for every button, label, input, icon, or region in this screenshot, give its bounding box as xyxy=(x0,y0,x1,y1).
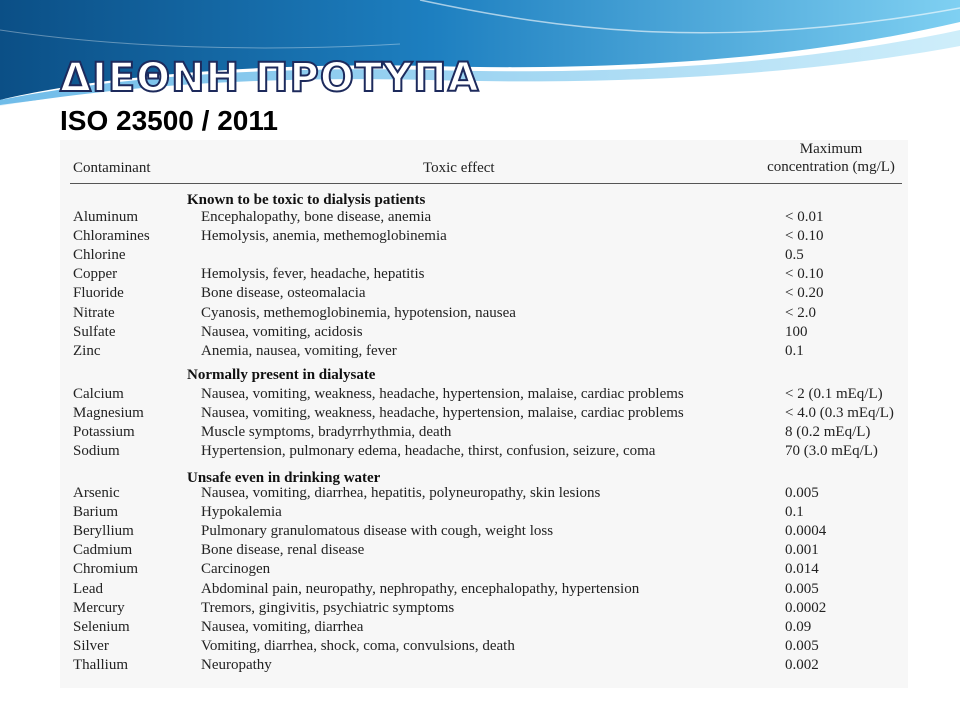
max-concentration: 0.005 xyxy=(785,581,819,597)
table-row xyxy=(60,580,908,599)
table-row xyxy=(60,385,908,404)
max-concentration: 0.002 xyxy=(785,657,819,673)
toxic-effect: Vomiting, diarrhea, shock, coma, convulsions, death xyxy=(201,638,515,654)
table-row xyxy=(60,323,908,342)
max-concentration: < 4.0 (0.3 mEq/L) xyxy=(785,405,894,421)
max-concentration: 0.0004 xyxy=(785,523,827,539)
max-concentration: 0.1 xyxy=(785,504,804,520)
max-concentration: 0.5 xyxy=(785,247,804,263)
contaminant-name: Aluminum xyxy=(73,209,139,225)
contaminant-name: Cadmium xyxy=(73,542,133,558)
max-concentration: 0.005 xyxy=(785,638,819,654)
toxic-effect: Bone disease, renal disease xyxy=(201,542,365,558)
max-concentration: 0.1 xyxy=(785,343,804,359)
table-row xyxy=(60,246,908,265)
toxic-effect: Nausea, vomiting, acidosis xyxy=(201,324,363,340)
header-max-line2: concentration (mg/L) xyxy=(767,159,895,175)
toxic-effect: Bone disease, osteomalacia xyxy=(201,285,366,301)
contaminant-name: Selenium xyxy=(73,619,130,635)
contaminant-name: Sulfate xyxy=(73,324,116,340)
contaminant-table xyxy=(60,140,908,688)
table-row xyxy=(60,442,908,461)
section-title: Normally present in dialysate xyxy=(187,367,376,383)
contaminant-name: Silver xyxy=(73,638,109,654)
max-concentration: 8 (0.2 mEq/L) xyxy=(785,424,871,440)
table-row xyxy=(60,503,908,522)
table-row xyxy=(60,618,908,637)
toxic-effect: Hemolysis, fever, headache, hepatitis xyxy=(201,266,425,282)
toxic-effect: Hypertension, pulmonary edema, headache, thirst, confusion, seizure, coma xyxy=(201,443,656,459)
max-concentration: 0.005 xyxy=(785,485,819,501)
max-concentration: 70 (3.0 mEq/L) xyxy=(785,443,878,459)
max-concentration: 0.014 xyxy=(785,561,819,577)
toxic-effect: Carcinogen xyxy=(201,561,271,577)
max-concentration: 100 xyxy=(785,324,808,340)
table-row xyxy=(60,656,908,675)
table-row xyxy=(60,404,908,423)
toxic-effect: Muscle symptoms, bradyrrhythmia, death xyxy=(201,424,452,440)
header-toxic-effect: Toxic effect xyxy=(423,160,495,176)
table-row xyxy=(60,637,908,656)
contaminant-name: Potassium xyxy=(73,424,135,440)
table-row xyxy=(60,484,908,503)
contaminant-name: Calcium xyxy=(73,386,124,402)
table-row xyxy=(60,423,908,442)
table-row xyxy=(60,284,908,303)
header-contaminant: Contaminant xyxy=(73,160,151,176)
toxic-effect: Hypokalemia xyxy=(201,504,282,520)
contaminant-name: Chromium xyxy=(73,561,139,577)
max-concentration: 0.001 xyxy=(785,542,819,558)
max-concentration: < 0.10 xyxy=(785,266,824,282)
section-title: Unsafe even in drinking water xyxy=(187,470,381,486)
contaminant-name: Chlorine xyxy=(73,247,126,263)
contaminant-name: Lead xyxy=(73,581,103,597)
toxic-effect: Tremors, gingivitis, psychiatric symptoms xyxy=(201,600,455,616)
toxic-effect: Anemia, nausea, vomiting, fever xyxy=(201,343,397,359)
toxic-effect: Nausea, vomiting, weakness, headache, hypertension, malaise, cardiac problems xyxy=(201,386,684,402)
table-row xyxy=(60,208,908,227)
toxic-effect: Pulmonary granulomatous disease with cough, weight loss xyxy=(201,523,554,539)
contaminant-name: Barium xyxy=(73,504,118,520)
max-concentration: < 0.10 xyxy=(785,228,824,244)
table-row xyxy=(60,541,908,560)
table-row xyxy=(60,227,908,246)
toxic-effect: Nausea, vomiting, diarrhea xyxy=(201,619,364,635)
contaminant-name: Fluoride xyxy=(73,285,124,301)
max-concentration: 0.0002 xyxy=(785,600,827,616)
section-title: Known to be toxic to dialysis patients xyxy=(187,192,426,208)
toxic-effect: Hemolysis, anemia, methemoglobinemia xyxy=(201,228,447,244)
slide-subtitle: ISO 23500 / 2011 xyxy=(60,105,278,136)
contaminant-name: Mercury xyxy=(73,600,125,616)
toxic-effect: Encephalopathy, bone disease, anemia xyxy=(201,209,432,225)
contaminant-name: Copper xyxy=(73,266,118,282)
toxic-effect: Cyanosis, methemoglobinemia, hypotension, nausea xyxy=(201,305,516,321)
toxic-effect: Neuropathy xyxy=(201,657,272,673)
contaminant-name: Thallium xyxy=(73,657,128,673)
header-max-line1: Maximum xyxy=(799,141,863,157)
contaminant-name: Beryllium xyxy=(73,523,134,539)
max-concentration: < 0.01 xyxy=(785,209,824,225)
max-concentration: < 0.20 xyxy=(785,285,824,301)
table-row xyxy=(60,522,908,541)
contaminant-name: Zinc xyxy=(73,343,101,359)
toxic-effect: Abdominal pain, neuropathy, nephropathy, encephalopathy, hypertension xyxy=(201,581,640,597)
contaminant-name: Chloramines xyxy=(73,228,150,244)
contaminant-name: Sodium xyxy=(73,443,120,459)
slide-title: ΔΙΕΘΝΗ ΠΡΟΤΥΠΑ xyxy=(60,55,480,101)
contaminant-name: Nitrate xyxy=(73,305,115,321)
table-row xyxy=(60,560,908,579)
contaminant-name: Magnesium xyxy=(73,405,144,421)
max-concentration: < 2.0 xyxy=(785,305,816,321)
table-row xyxy=(60,304,908,323)
max-concentration: 0.09 xyxy=(785,619,812,635)
max-concentration: < 2 (0.1 mEq/L) xyxy=(785,386,883,402)
toxic-effect: Nausea, vomiting, diarrhea, hepatitis, polyneuropathy, skin lesions xyxy=(201,485,601,501)
table-row xyxy=(60,599,908,618)
table-row xyxy=(60,342,908,361)
toxic-effect: Nausea, vomiting, weakness, headache, hypertension, malaise, cardiac problems xyxy=(201,405,684,421)
header-maximum-concentration xyxy=(760,140,902,176)
table-row xyxy=(60,265,908,284)
contaminant-name: Arsenic xyxy=(73,485,120,501)
header-rule xyxy=(70,183,902,184)
